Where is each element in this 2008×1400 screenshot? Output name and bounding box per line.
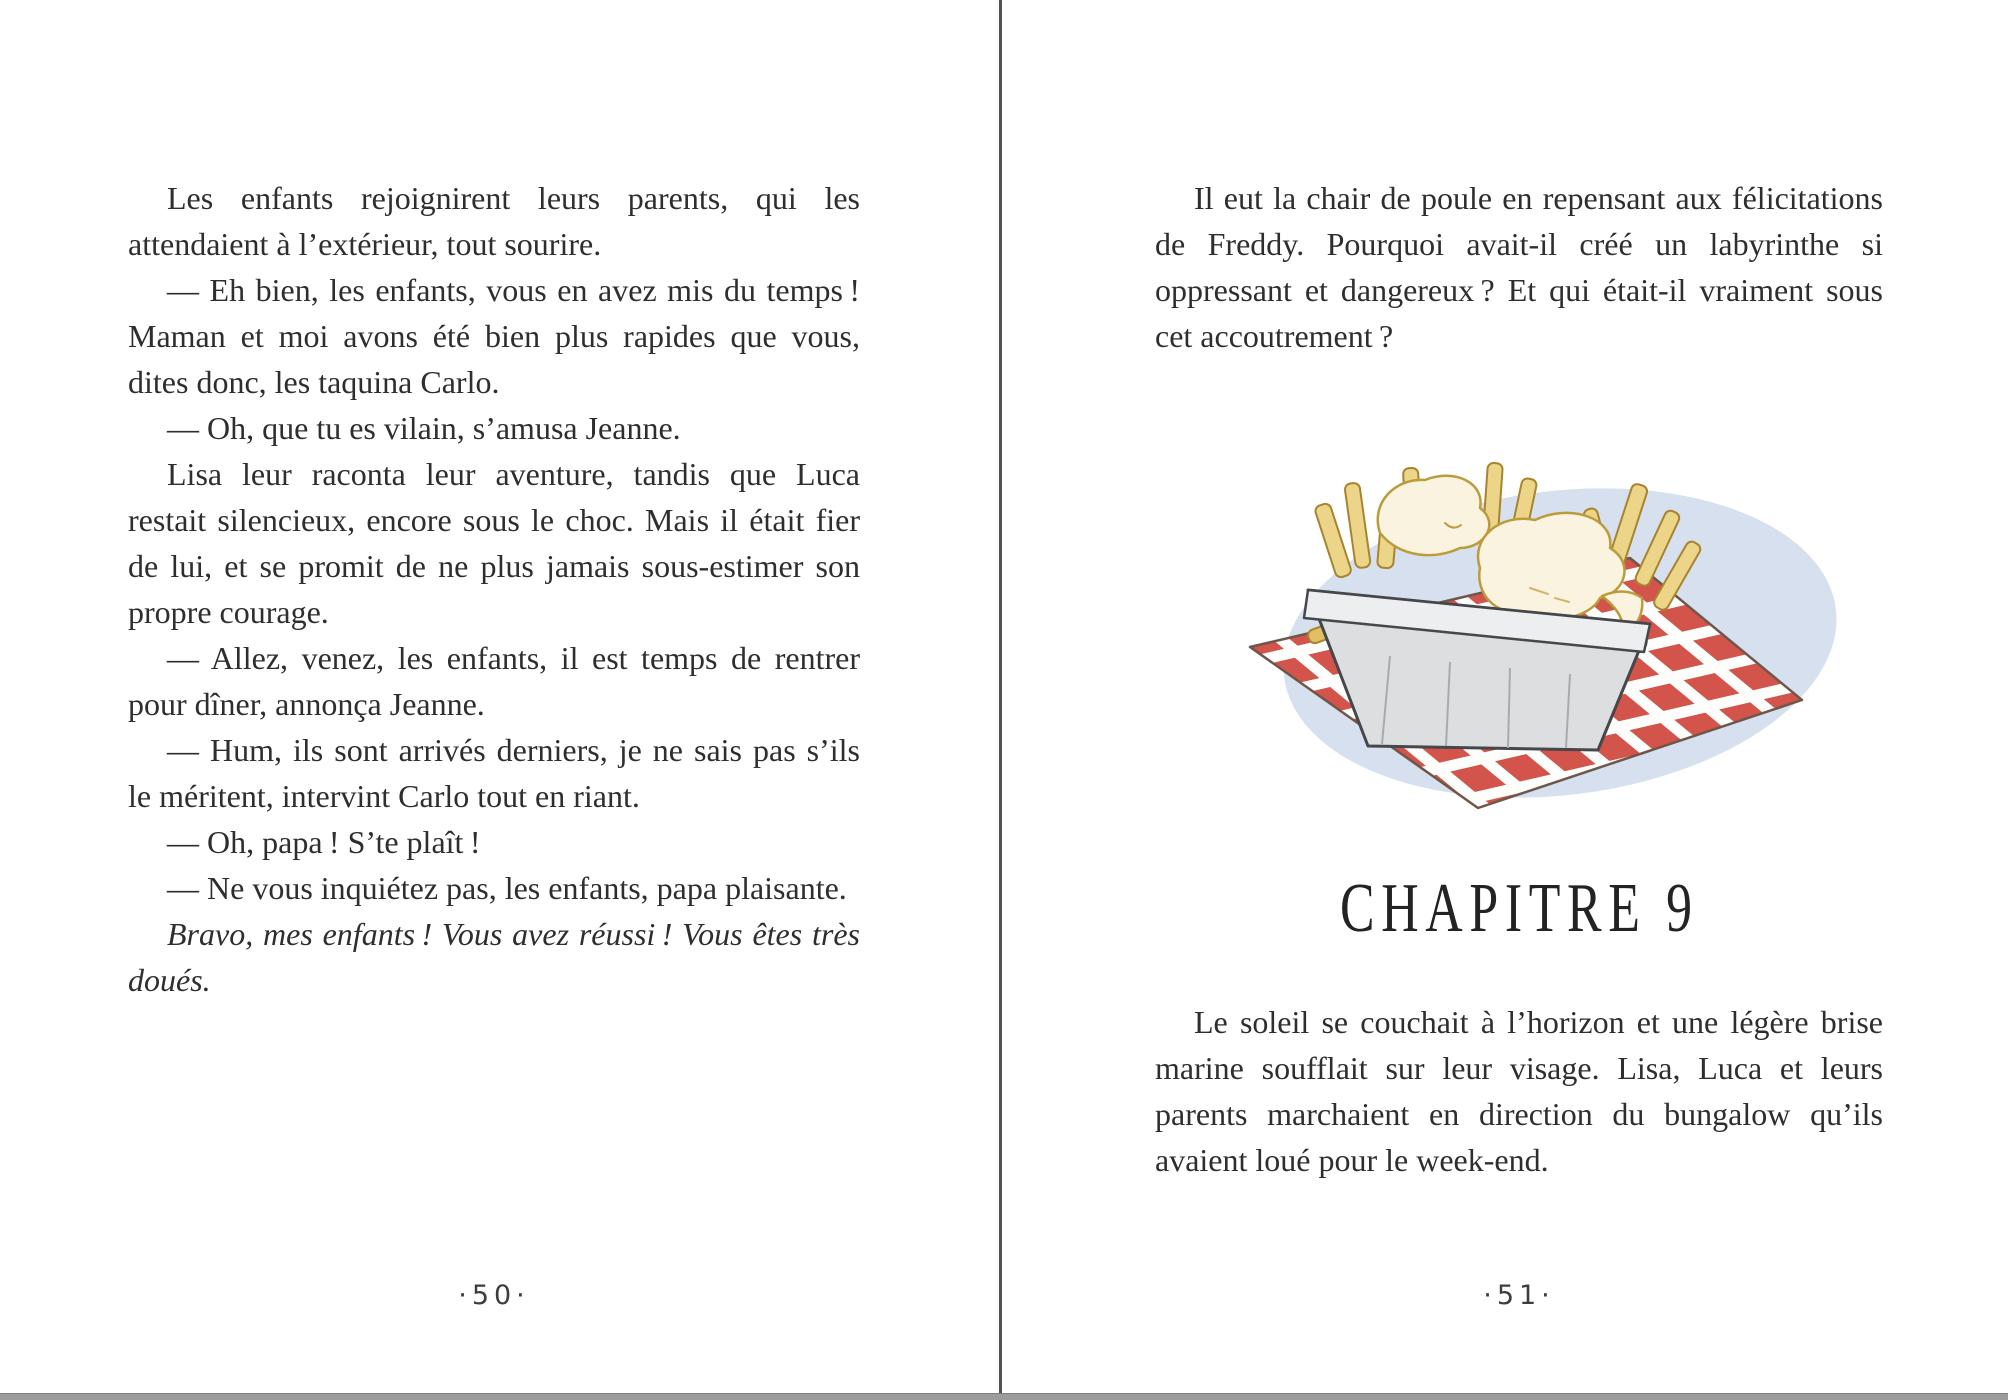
chapter-heading xyxy=(1155,872,1883,946)
dialogue-paragraph: — Allez, venez, les enfants, il est temps de rentrer pour dîner, annonça Jeanne. xyxy=(128,640,860,722)
fries-illustration xyxy=(1230,448,1850,838)
italic-paragraph: Bravo, mes enfants ! Vous avez réussi ! Vous êtes très doués. xyxy=(128,916,860,998)
page-left xyxy=(0,0,1001,1400)
page-number-50: ·50· xyxy=(458,1280,530,1311)
page-number-51: ·51· xyxy=(1483,1280,1555,1311)
paragraph: Il eut la chair de poule en repensant aux félicitations de Freddy. Pourquoi avait-il créé un labyrinthe si oppressant et dangereux ? Et qui était-il vraiment sous cet accoutrement ? xyxy=(1155,180,1883,354)
dialogue-paragraph: — Oh, que tu es vilain, s’amusa Jeanne. xyxy=(167,410,681,446)
scan-bottom-edge xyxy=(0,1393,2008,1400)
fry xyxy=(1344,482,1371,568)
chapter-heading-text: CHAPITRE 9 xyxy=(1339,870,1699,947)
right-page-body-text xyxy=(1155,999,1883,1183)
right-page-intro-text xyxy=(1155,175,1883,359)
paragraph: Le soleil se couchait à l’horizon et une légère brise marine soufflait sur leur visage. Lisa, Luca et leurs parents marchaient en direction du bungalow qu’ils avaient loué pour le week-end. xyxy=(1155,1004,1883,1178)
paragraph: Lisa leur raconta leur aventure, tandis que Luca restait silencieux, encore sous le choc. Mais il était fier de lui, et se promit de ne plus jamais sous-estimer son propre courage. xyxy=(128,456,860,630)
dialogue-paragraph: — Ne vous inquiétez pas, les enfants, papa plaisante. xyxy=(167,870,847,906)
left-page-text xyxy=(128,175,860,1003)
dialogue-paragraph: — Oh, papa ! S’te plaît ! xyxy=(167,824,481,860)
fry xyxy=(1314,502,1352,578)
dialogue-paragraph: — Eh bien, les enfants, vous en avez mis du temps ! Maman et moi avons été bien plus rapides que vous, dites donc, les taquina Carlo. xyxy=(128,272,860,400)
mayonnaise-blob xyxy=(1378,476,1490,555)
paragraph: Les enfants rejoignirent leurs parents, qui les attendaient à l’extérieur, tout sourire. xyxy=(128,180,860,262)
dialogue-paragraph: — Hum, ils sont arrivés derniers, je ne sais pas s’ils le méritent, intervint Carlo tout en riant. xyxy=(128,732,860,814)
page-right xyxy=(1002,0,2008,1400)
